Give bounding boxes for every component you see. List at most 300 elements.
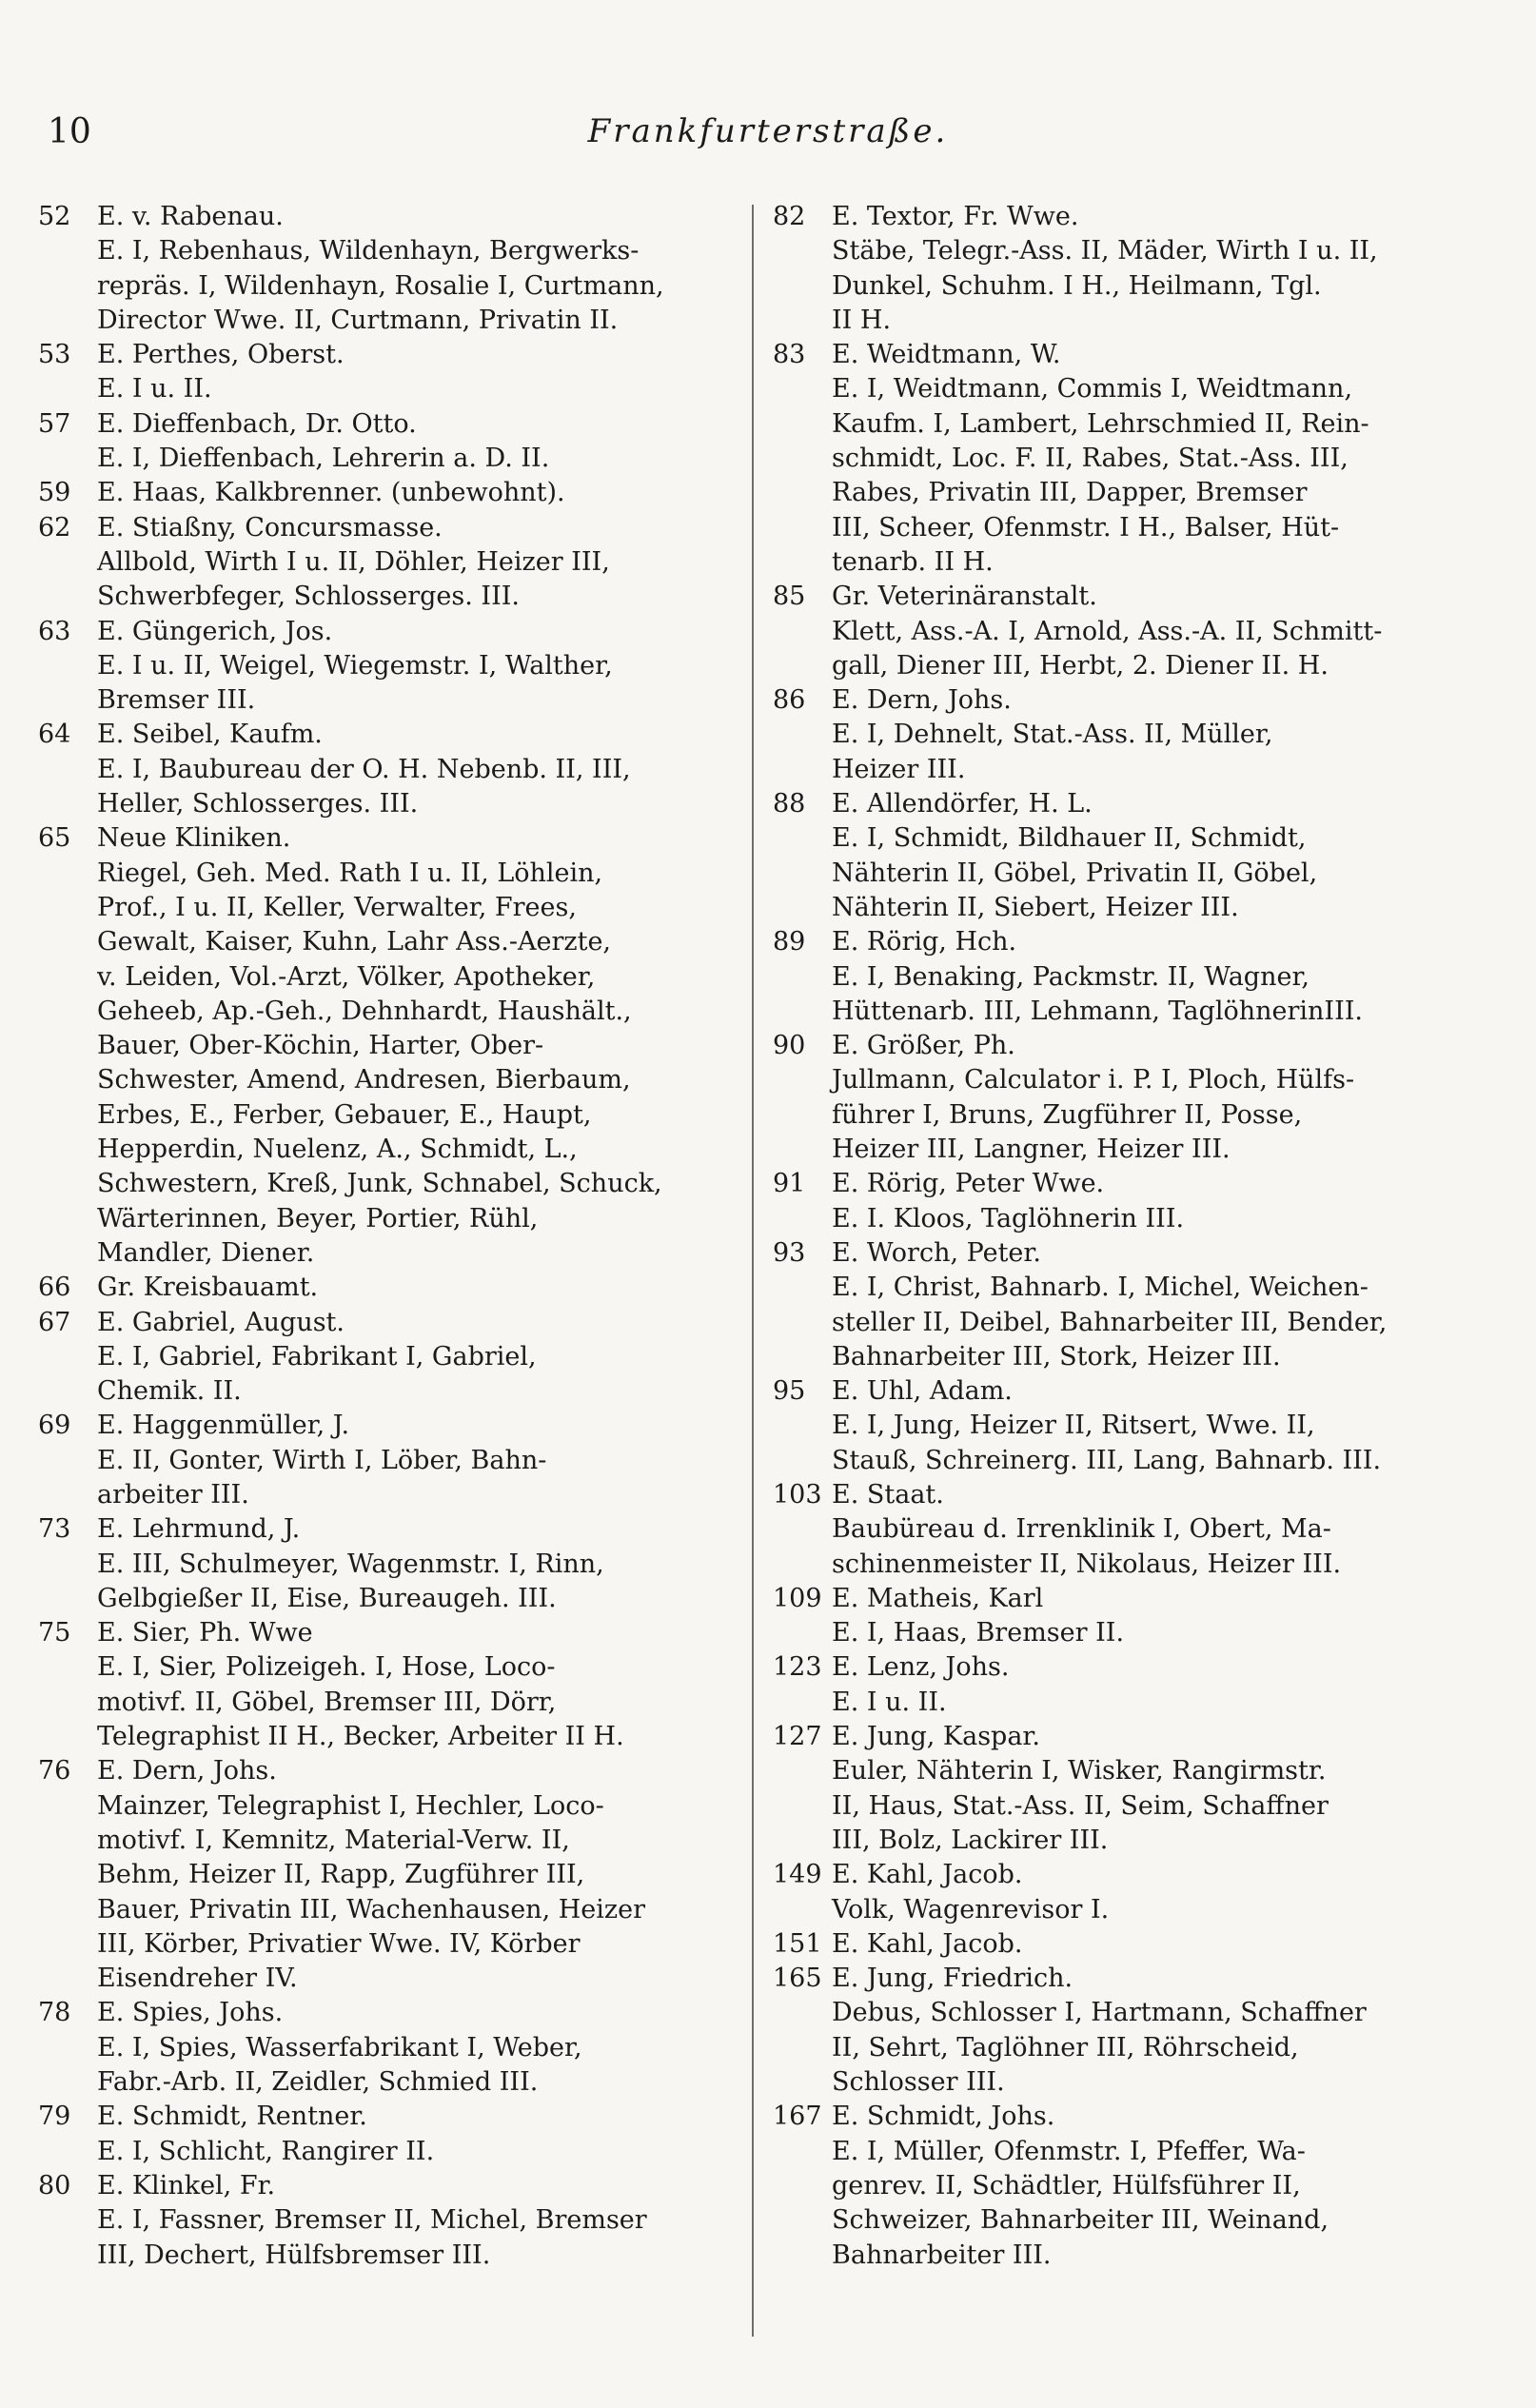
entry-text: E. I. Kloos, Taglöhnerin III. <box>832 1203 1185 1234</box>
entry-owner-line <box>773 1236 1472 1271</box>
entry-text: Allbold, Wirth I u. II, Döhler, Heizer III, <box>97 546 610 577</box>
entry-owner-line <box>773 1374 1472 1409</box>
entry-owner-line <box>773 580 1472 614</box>
entry-tenant-line <box>773 511 1472 545</box>
entry-text: E. II, Gonter, Wirth I, Löber, Bahn- <box>97 1445 547 1475</box>
entry-text: Schlosser III. <box>832 2067 1005 2098</box>
entry-owner-line <box>38 2169 738 2203</box>
address-entry <box>38 1996 738 2100</box>
house-number: 83 <box>773 340 806 370</box>
entry-text: Chemik. II. <box>97 1376 242 1407</box>
house-number: 64 <box>38 720 71 750</box>
entry-tenant-line <box>773 1098 1472 1133</box>
entry-tenant-line <box>38 960 738 995</box>
entry-tenant-line <box>38 234 738 268</box>
entry-text: E. I u. II. <box>97 374 212 405</box>
entry-text: Mainzer, Telegraphist I, Hechler, Loco- <box>97 1790 604 1821</box>
entry-text: E. I, Schmidt, Bildhauer II, Schmidt, <box>832 823 1307 854</box>
entry-tenant-line <box>38 1582 738 1616</box>
entry-tenant-line <box>773 1616 1472 1650</box>
entry-text: arbeiter III. <box>97 1479 249 1510</box>
entry-tenant-line <box>38 1824 738 1858</box>
entry-tenant-line <box>773 1063 1472 1097</box>
entry-tenant-line <box>773 1754 1472 1788</box>
entry-text: Bahnarbeiter III. <box>832 2240 1052 2270</box>
entry-text: II, Sehrt, Taglöhner III, Röhrscheid, <box>832 2032 1299 2063</box>
entry-tenant-line <box>773 1306 1472 1340</box>
entry-text: Schwestern, Kreß, Junk, Schnabel, Schuck, <box>97 1169 662 1199</box>
entry-text: steller II, Deibel, Bahnarbeiter III, Bender, <box>832 1307 1388 1337</box>
entry-text: E. Spies, Johs. <box>97 1998 284 2028</box>
entry-text: E. Kahl, Jacob. <box>832 1860 1023 1890</box>
entry-text: Schwerbfeger, Schlosserges. III. <box>97 582 520 612</box>
entry-text: Debus, Schlosser I, Hartmann, Schaffner <box>832 1998 1367 2028</box>
entry-tenant-line <box>773 1789 1472 1824</box>
entry-text: E. I, Haas, Bremser II. <box>832 1618 1125 1648</box>
address-entry <box>773 1927 1472 1962</box>
entry-tenant-line <box>773 2203 1472 2238</box>
entry-tenant-line <box>773 269 1472 304</box>
entry-tenant-line <box>38 1063 738 1097</box>
entry-text: E. III, Schulmeyer, Wagenmstr. I, Rinn, <box>97 1549 604 1579</box>
entry-text: Schwester, Amend, Andresen, Bierbaum, <box>97 1065 631 1095</box>
entry-tenant-line <box>773 2169 1472 2203</box>
entry-tenant-line <box>773 372 1472 406</box>
entry-owner-line <box>38 1996 738 2030</box>
house-number: 53 <box>38 340 71 370</box>
entry-text: E. Güngerich, Jos. <box>97 616 333 646</box>
entry-text: Hüttenarb. III, Lehmann, TaglöhnerinIII. <box>832 996 1364 1026</box>
entry-text: Schweizer, Bahnarbeiter III, Weinand, <box>832 2205 1329 2236</box>
entry-owner-line <box>773 200 1472 234</box>
address-entry <box>773 1029 1472 1167</box>
house-number: 76 <box>38 1756 71 1786</box>
entry-text: tenarb. II H. <box>832 546 994 577</box>
entry-text: E. Staat. <box>832 1479 944 1510</box>
house-number: 109 <box>773 1583 822 1613</box>
entry-owner-line <box>773 1167 1472 1201</box>
address-entry <box>38 2169 738 2273</box>
address-entry <box>38 1616 738 1754</box>
entry-text: Prof., I u. II, Keller, Verwalter, Frees, <box>97 892 577 922</box>
house-number: 167 <box>773 2102 822 2132</box>
entry-tenant-line <box>38 891 738 925</box>
entry-text: Gr. Veterinäranstalt. <box>832 582 1097 612</box>
entry-tenant-line <box>38 1202 738 1236</box>
house-number: 149 <box>773 1860 822 1890</box>
entry-tenant-line <box>773 476 1472 510</box>
entry-text: Gewalt, Kaiser, Kuhn, Lahr Ass.-Aerzte, <box>97 927 611 957</box>
entry-text: E. I u. II. <box>832 1687 947 1717</box>
entry-text: schmidt, Loc. F. II, Rabes, Stat.-Ass. III, <box>832 444 1349 474</box>
entry-tenant-line <box>38 1167 738 1201</box>
entry-text: Director Wwe. II, Curtmann, Privatin II. <box>97 305 619 335</box>
entry-text: Wärterinnen, Beyer, Portier, Rühl, <box>97 1203 539 1234</box>
page-number: 10 <box>48 112 91 151</box>
entry-text: Gr. Kreisbauamt. <box>97 1273 319 1303</box>
address-entry <box>773 200 1472 338</box>
entry-text: führer I, Bruns, Zugführer II, Posse, <box>832 1099 1303 1130</box>
house-number: 63 <box>38 616 71 646</box>
entry-tenant-line <box>773 1824 1472 1858</box>
entry-tenant-line <box>773 234 1472 268</box>
entry-text: Hepperdin, Nuelenz, A., Schmidt, L., <box>97 1135 578 1165</box>
house-number: 57 <box>38 408 71 439</box>
address-entry <box>773 1236 1472 1374</box>
entry-tenant-line <box>773 891 1472 925</box>
house-number: 93 <box>773 1237 806 1268</box>
entry-text: Neue Kliniken. <box>97 823 291 854</box>
entry-text: E. Rörig, Hch. <box>832 927 1017 957</box>
house-number: 88 <box>773 789 806 819</box>
entry-tenant-line <box>38 857 738 891</box>
entry-text: III, Bolz, Lackirer III. <box>832 1825 1109 1855</box>
entry-text: E. I, Dieffenbach, Lehrerin a. D. II. <box>97 444 550 474</box>
address-entry <box>773 1167 1472 1236</box>
address-entry <box>773 580 1472 683</box>
entry-tenant-line <box>773 407 1472 442</box>
entry-tenant-line <box>773 545 1472 580</box>
entry-owner-line <box>38 1306 738 1340</box>
entry-text: Heizer III. <box>832 754 966 784</box>
entry-text: E. Matheis, Karl <box>832 1583 1044 1613</box>
entry-tenant-line <box>773 1202 1472 1236</box>
entry-text: Klett, Ass.-A. I, Arnold, Ass.-A. II, Schmitt- <box>832 616 1383 646</box>
entry-text: E. I, Weidtmann, Commis I, Weidtmann, <box>832 374 1353 405</box>
entry-tenant-line <box>773 304 1472 338</box>
entry-tenant-line <box>773 1340 1472 1374</box>
entry-text: Heizer III, Langner, Heizer III. <box>832 1135 1231 1165</box>
address-entry <box>773 1962 1472 2100</box>
entry-text: E. Allendörfer, H. L. <box>832 789 1093 819</box>
right-column <box>773 200 1472 2273</box>
entry-text: Mandler, Diener. <box>97 1237 315 1268</box>
entry-tenant-line <box>38 1444 738 1478</box>
entry-text: Heller, Schlosserges. III. <box>97 789 419 819</box>
entry-owner-line <box>38 1754 738 1788</box>
entry-tenant-line <box>773 1996 1472 2030</box>
entry-text: Kaufm. I, Lambert, Lehrschmied II, Rein- <box>832 408 1369 439</box>
entry-text: Baubüreau d. Irrenklinik I, Obert, Ma- <box>832 1514 1331 1545</box>
entry-tenant-line <box>38 269 738 304</box>
entry-tenant-line <box>773 821 1472 856</box>
entry-text: Bremser III. <box>97 685 256 716</box>
address-entry <box>773 683 1472 787</box>
entry-text: Erbes, E., Ferber, Gebauer, E., Haupt, <box>97 1099 592 1130</box>
entry-text: E. Perthes, Oberst. <box>97 340 345 370</box>
entry-owner-line <box>38 338 738 372</box>
entry-text: E. Dieffenbach, Dr. Otto. <box>97 408 417 439</box>
entry-text: Stäbe, Telegr.-Ass. II, Mäder, Wirth I u. II, <box>832 236 1378 266</box>
entry-owner-line <box>773 1650 1472 1685</box>
entry-text: E. Jung, Friedrich. <box>832 1964 1073 1994</box>
house-number: 103 <box>773 1479 822 1510</box>
entry-tenant-line <box>38 1893 738 1927</box>
entry-tenant-line <box>38 1927 738 1962</box>
entry-text: Riegel, Geh. Med. Rath I u. II, Löhlein, <box>97 858 603 888</box>
entry-text: Bauer, Privatin III, Wachenhausen, Heizer <box>97 1894 646 1924</box>
running-title: Frankfurterstraße. <box>587 112 949 150</box>
entry-owner-line <box>773 787 1472 821</box>
entry-tenant-line <box>773 857 1472 891</box>
entry-text: Volk, Wagenrevisor I. <box>832 1894 1110 1924</box>
entry-text: Gelbgießer II, Eise, Bureaugeh. III. <box>97 1583 557 1613</box>
entry-text: E. I, Christ, Bahnarb. I, Michel, Weichen- <box>832 1273 1369 1303</box>
entry-tenant-line <box>773 2135 1472 2169</box>
entry-tenant-line <box>38 1133 738 1167</box>
entry-tenant-line <box>773 1409 1472 1443</box>
house-number: 75 <box>38 1618 71 1648</box>
entry-tenant-line <box>38 372 738 406</box>
entry-owner-line <box>773 1582 1472 1616</box>
entry-text: III, Dechert, Hülfsbremser III. <box>97 2240 491 2270</box>
entry-tenant-line <box>773 2065 1472 2100</box>
house-number: 80 <box>38 2170 71 2201</box>
entry-text: E. v. Rabenau. <box>97 202 284 231</box>
entry-tenant-line <box>38 1686 738 1720</box>
entry-tenant-line <box>38 1962 738 1996</box>
address-entry <box>773 1650 1472 1720</box>
address-entry <box>38 1409 738 1512</box>
entry-text: E. I, Jung, Heizer II, Ritsert, Wwe. II, <box>832 1411 1315 1441</box>
column-divider <box>752 205 754 2337</box>
house-number: 91 <box>773 1169 806 1199</box>
entry-owner-line <box>38 1409 738 1443</box>
entry-owner-line <box>773 1858 1472 1892</box>
house-number: 65 <box>38 823 71 854</box>
entry-tenant-line <box>773 1271 1472 1305</box>
house-number: 123 <box>773 1652 822 1683</box>
entry-text: E. I, Schlicht, Rangirer II. <box>97 2136 435 2166</box>
house-number: 73 <box>38 1514 71 1545</box>
entry-text: E. Rörig, Peter Wwe. <box>832 1169 1105 1199</box>
address-entry <box>38 200 738 338</box>
entry-tenant-line <box>38 304 738 338</box>
entry-text: E. Kahl, Jacob. <box>832 1928 1023 1959</box>
entry-tenant-line <box>773 995 1472 1029</box>
entry-tenant-line <box>773 1686 1472 1720</box>
entry-text: E. Gabriel, August. <box>97 1307 345 1337</box>
entry-tenant-line <box>773 2239 1472 2273</box>
entry-text: E. Stiaßny, Concursmasse. <box>97 512 443 543</box>
entry-text: genrev. II, Schädtler, Hülfsführer II, <box>832 2170 1301 2201</box>
entry-text: E. I, Baubureau der O. H. Nebenb. II, III, <box>97 754 631 784</box>
page-header <box>48 112 1488 166</box>
entry-tenant-line <box>38 787 738 821</box>
entry-tenant-line <box>38 649 738 683</box>
entry-tenant-line <box>773 1133 1472 1167</box>
address-entry <box>38 2100 738 2169</box>
entry-tenant-line <box>773 442 1472 476</box>
entry-tenant-line <box>38 580 738 614</box>
entry-text: E. Weidtmann, W. <box>832 340 1061 370</box>
entry-owner-line <box>38 476 738 510</box>
address-entry <box>38 476 738 510</box>
entry-text: E. I, Dehnelt, Stat.-Ass. II, Müller, <box>832 720 1273 750</box>
house-number: 79 <box>38 2102 71 2132</box>
entry-owner-line <box>38 1271 738 1305</box>
entry-text: E. Lehrmund, J. <box>97 1514 301 1545</box>
entry-text: Bahnarbeiter III, Stork, Heizer III. <box>832 1341 1281 1372</box>
entry-text: E. Jung, Kaspar. <box>832 1722 1040 1752</box>
entry-owner-line <box>773 338 1472 372</box>
entry-tenant-line <box>38 1029 738 1063</box>
entry-text: E. Lenz, Johs. <box>832 1652 1010 1683</box>
entry-owner-line <box>773 1029 1472 1063</box>
entry-text: Rabes, Privatin III, Dapper, Bremser <box>832 478 1308 508</box>
address-entry <box>773 1720 1472 1858</box>
entry-tenant-line <box>38 1340 738 1374</box>
address-entry <box>38 1754 738 1996</box>
address-entry <box>773 925 1472 1029</box>
entry-owner-line <box>38 821 738 856</box>
address-entry <box>773 787 1472 925</box>
entry-tenant-line <box>773 1512 1472 1547</box>
house-number: 89 <box>773 927 806 957</box>
entry-text: gall, Diener III, Herbt, 2. Diener II. H. <box>832 650 1329 681</box>
entry-tenant-line <box>38 2031 738 2065</box>
address-entry <box>38 718 738 821</box>
entry-text: motivf. II, Göbel, Bremser III, Dörr, <box>97 1687 557 1717</box>
entry-text: E. Textor, Fr. Wwe. <box>832 202 1079 231</box>
address-entry <box>38 1271 738 1305</box>
entry-tenant-line <box>773 1548 1472 1582</box>
entry-text: Nähterin II, Siebert, Heizer III. <box>832 892 1239 922</box>
entry-owner-line <box>38 615 738 649</box>
entry-owner-line <box>773 2100 1472 2134</box>
entry-owner-line <box>38 407 738 442</box>
house-number: 90 <box>773 1031 806 1061</box>
entry-tenant-line <box>38 2135 738 2169</box>
entry-tenant-line <box>38 1098 738 1133</box>
entry-text: Dunkel, Schuhm. I H., Heilmann, Tgl. <box>832 270 1322 301</box>
entry-tenant-line <box>38 753 738 787</box>
entry-text: E. I, Spies, Wasserfabrikant I, Weber, <box>97 2032 582 2063</box>
house-number: 67 <box>38 1307 71 1337</box>
entry-owner-line <box>773 1478 1472 1512</box>
entry-owner-line <box>773 683 1472 718</box>
entry-tenant-line <box>773 2031 1472 2065</box>
house-number: 86 <box>773 685 806 716</box>
entry-text: v. Leiden, Vol.-Arzt, Völker, Apotheker, <box>97 961 596 992</box>
entry-tenant-line <box>38 2065 738 2100</box>
entry-text: schinenmeister II, Nikolaus, Heizer III. <box>832 1549 1342 1579</box>
entry-tenant-line <box>773 615 1472 649</box>
entry-text: E. I, Fassner, Bremser II, Michel, Bremser <box>97 2205 647 2236</box>
entry-owner-line <box>773 1927 1472 1962</box>
entry-text: E. Klinkel, Fr. <box>97 2170 276 2201</box>
address-entry <box>773 2100 1472 2272</box>
entry-text: E. Seibel, Kaufm. <box>97 720 323 750</box>
entry-tenant-line <box>38 442 738 476</box>
entry-text: E. I, Gabriel, Fabrikant I, Gabriel, <box>97 1341 537 1372</box>
entry-owner-line <box>773 1720 1472 1754</box>
entry-tenant-line <box>773 649 1472 683</box>
entry-text: E. Dern, Johs. <box>97 1756 277 1786</box>
address-entry <box>773 338 1472 580</box>
entry-owner-line <box>773 1962 1472 1996</box>
entry-text: E. Größer, Ph. <box>832 1031 1015 1061</box>
entry-text: E. Schmidt, Johs. <box>832 2102 1055 2132</box>
entry-tenant-line <box>38 545 738 580</box>
entry-text: Bauer, Ober-Köchin, Harter, Ober- <box>97 1031 544 1061</box>
entry-owner-line <box>38 200 738 234</box>
entry-text: Behm, Heizer II, Rapp, Zugführer III, <box>97 1860 585 1890</box>
entry-tenant-line <box>773 1444 1472 1478</box>
house-number: 165 <box>773 1964 822 1994</box>
entry-tenant-line <box>38 683 738 718</box>
house-number: 95 <box>773 1376 806 1407</box>
house-number: 62 <box>38 512 71 543</box>
left-column <box>38 200 738 2273</box>
house-number: 66 <box>38 1273 71 1303</box>
entry-text: E. Haggenmüller, J. <box>97 1411 350 1441</box>
entry-text: E. Dern, Johs. <box>832 685 1012 716</box>
entry-text: Fabr.-Arb. II, Zeidler, Schmied III. <box>97 2067 539 2098</box>
entry-tenant-line <box>38 1720 738 1754</box>
entry-text: Eisendreher IV. <box>97 1964 298 1994</box>
entry-text: E. I, Benaking, Packmstr. II, Wagner, <box>832 961 1310 992</box>
entry-tenant-line <box>38 1374 738 1409</box>
entry-tenant-line <box>773 960 1472 995</box>
address-entry <box>773 1582 1472 1651</box>
address-entry <box>38 511 738 615</box>
entry-owner-line <box>38 718 738 752</box>
entry-text: Jullmann, Calculator i. P. I, Ploch, Hülfs- <box>832 1065 1355 1095</box>
entry-text: E. Haas, Kalkbrenner. (unbewohnt). <box>97 478 565 508</box>
entry-owner-line <box>38 511 738 545</box>
entry-text: Nähterin II, Göbel, Privatin II, Göbel, <box>832 858 1318 888</box>
entry-tenant-line <box>773 1893 1472 1927</box>
house-number: 127 <box>773 1722 822 1752</box>
entry-text: E. Uhl, Adam. <box>832 1376 1013 1407</box>
entry-text: E. Worch, Peter. <box>832 1237 1041 1268</box>
address-entry <box>773 1374 1472 1478</box>
house-number: 151 <box>773 1928 822 1959</box>
house-number: 85 <box>773 582 806 612</box>
entry-owner-line <box>38 2100 738 2134</box>
address-entry <box>773 1478 1472 1582</box>
address-entry <box>38 821 738 1271</box>
entry-text: Stauß, Schreinerg. III, Lang, Bahnarb. III. <box>832 1445 1382 1475</box>
entry-tenant-line <box>38 2239 738 2273</box>
entry-text: II, Haus, Stat.-Ass. II, Seim, Schaffner <box>832 1790 1329 1821</box>
entry-tenant-line <box>38 1236 738 1271</box>
entry-text: Euler, Nähterin I, Wisker, Rangirmstr. <box>832 1756 1327 1786</box>
entry-text: E. Sier, Ph. Wwe <box>97 1618 313 1648</box>
address-entry <box>38 407 738 477</box>
entry-tenant-line <box>38 1478 738 1512</box>
entry-owner-line <box>38 1512 738 1547</box>
entry-text: motivf. I, Kemnitz, Material-Verw. II, <box>97 1825 570 1855</box>
entry-tenant-line <box>38 1858 738 1892</box>
entry-tenant-line <box>773 718 1472 752</box>
entry-text: repräs. I, Wildenhayn, Rosalie I, Curtmann, <box>97 270 664 301</box>
entry-text: III, Scheer, Ofenmstr. I H., Balser, Hüt- <box>832 512 1340 543</box>
entry-text: E. I u. II, Weigel, Wiegemstr. I, Walther, <box>97 650 613 681</box>
entry-text: E. Schmidt, Rentner. <box>97 2102 367 2132</box>
address-entry <box>38 1306 738 1410</box>
entry-tenant-line <box>38 1548 738 1582</box>
address-entry <box>773 1858 1472 1927</box>
entry-tenant-line <box>38 1650 738 1685</box>
entry-tenant-line <box>38 2203 738 2238</box>
entry-text: Telegraphist II H., Becker, Arbeiter II H. <box>97 1722 624 1752</box>
entry-text: E. I, Müller, Ofenmstr. I, Pfeffer, Wa- <box>832 2136 1306 2166</box>
entry-tenant-line <box>38 995 738 1029</box>
house-number: 52 <box>38 202 71 231</box>
entry-text: III, Körber, Privatier Wwe. IV, Körber <box>97 1928 581 1959</box>
